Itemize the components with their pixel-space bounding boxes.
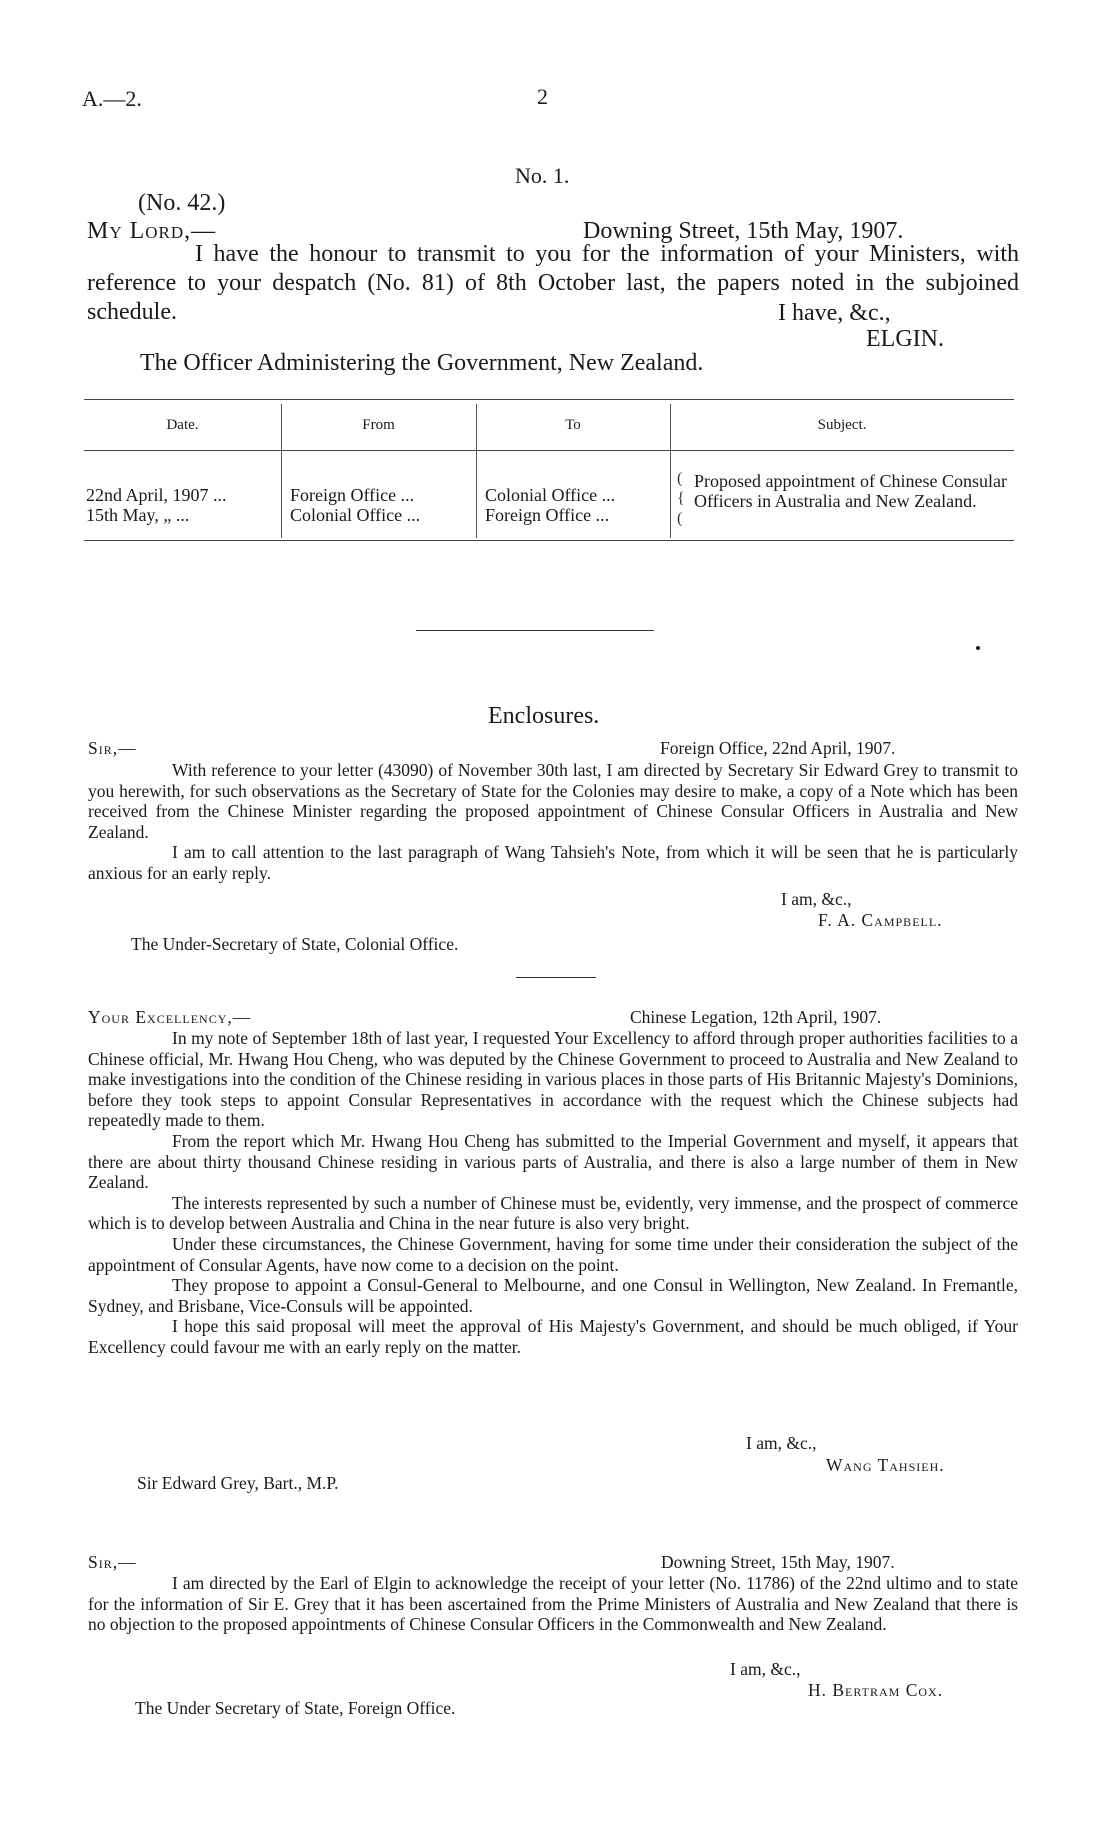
letter3-signature: H. Bertram Cox. [808,1680,944,1700]
despatch-dateline: Downing Street, 15th May, 1907. [583,218,904,244]
despatch-body: I have the honour to transmit to you for the information of your Ministers, with reference to your despatch (No. 81) of 8th October last, the papers noted in the subjoined schedule. [87,241,1019,325]
paragraph: I am to call attention to the last paragraph of Wang Tahsieh's Note, from which it will be seen that he is particularly anxious for an early reply. [88,842,1018,883]
letter3-addressee: The Under Secretary of State, Foreign Office. [135,1698,456,1718]
letter1-salutation: Sir,— [88,738,137,758]
column-header-to: To [565,417,581,433]
enclosures-heading: Enclosures. [488,703,600,729]
letter1-addressee: The Under-Secretary of State, Colonial Office. [131,934,459,954]
table-bottom-rule [84,540,1014,541]
despatch-signature: ELGIN. [866,326,944,352]
table-top-rule [84,399,1014,400]
page-number: 2 [537,84,548,109]
letter3-dateline: Downing Street, 15th May, 1907. [661,1552,895,1572]
table-header-rule [84,450,1014,451]
document-title: No. 1. [515,163,570,188]
row-to: Foreign Office ... [485,505,610,525]
letter2-addressee: Sir Edward Grey, Bart., M.P. [137,1473,339,1493]
paragraph: I am directed by the Earl of Elgin to acknowledge the receipt of your letter (No. 11786) of the 22nd ultimo and to state for the information of Sir E. Grey that it has been ascertained from the Prime Ministers of Australia and New Zealand that there is no objection to the proposed appointments of Chinese Consular Officers in the Commonwealth and New Zealand. [88,1573,1018,1635]
letter3-salutation: Sir,— [88,1552,137,1572]
row-from: Colonial Office ... [290,505,421,525]
letter1-closing: I am, &c., [781,889,852,909]
column-header-date: Date. [166,417,199,433]
letter2-salutation: Your Excellency,— [88,1007,252,1027]
letter2-closing: I am, &c., [746,1433,817,1453]
document-reference: A.—2. [82,86,142,111]
paragraph: I hope this said proposal will meet the approval of His Majesty's Government, and should be much obliged, if Your Excellency could favour me with an early reply on the matter. [88,1316,1018,1357]
section-divider [416,630,654,631]
letter1-dateline: Foreign Office, 22nd April, 1907. [660,738,896,758]
schedule-table [84,399,1014,544]
despatch-salutation: My Lord,— [87,218,217,244]
letter2-dateline: Chinese Legation, 12th April, 1907. [630,1007,882,1027]
paragraph: They propose to appoint a Consul-General to Melbourne, and one Consul in Wellington, New Zealand. In Fremantle, Sydney, and Brisbane, Vice-Consuls will be appointed. [88,1275,1018,1316]
paragraph: The interests represented by such a number of Chinese must be, evidently, very immense, and the prospect of commerce which is to develop between Australia and China in the near future is also very bright. [88,1192,1018,1234]
stray-mark [976,646,980,650]
letter1-signature: F. A. Campbell. [818,910,943,930]
row-date: 15th May, „ ... [86,505,190,525]
row-from: Foreign Office ... [290,485,415,505]
row-subject: Proposed appointment of Chinese Consular Officers in Australia and New Zealand. [694,471,1007,511]
letter2-body [88,1028,1018,1358]
despatch-closing: I have, &c., [778,300,891,326]
letter3-closing: I am, &c., [730,1659,801,1679]
paragraph: In my note of September 18th of last year, I requested Your Excellency to afford through proper authorities facilities to a Chinese official, Mr. Hwang Hou Cheng, who was deputed by the Chinese Government to proceed to Australia and New Zealand to make investigations into the condition of the Chinese residing in various places in those parts of His Britannic Majesty's Dominions, before they took steps to appoint Consular Representatives in accordance with the request which the Chinese subjects had repeatedly made to them. [88,1028,1018,1131]
letter2-signature: Wang Tahsieh. [826,1455,945,1475]
subject-brace: ( { ( [677,470,685,527]
column-header-subject: Subject. [817,417,867,433]
letter3-body [88,1573,1018,1635]
paragraph: Under these circumstances, the Chinese Government, having for some time under their consideration the subject of the appointment of Consular Agents, have now come to a decision on the point. [88,1233,1018,1275]
despatch-addressee: The Officer Administering the Government, New Zealand. [140,350,704,376]
letter1-body [88,760,1018,884]
paragraph: With reference to your letter (43090) of November 30th last, I am directed by Secretary Sir Edward Grey to transmit to you herewith, for such observations as the Secretary of State for the Colonies may desire to make, a copy of a Note which has been received from the Chinese Minister regarding the proposed appointment of Chinese Consular Officers in Australia and New Zealand. [88,760,1018,842]
letter-divider [516,977,596,978]
row-to: Colonial Office ... [485,485,616,505]
paragraph: From the report which Mr. Hwang Hou Cheng has submitted to the Imperial Government and myself, it appears that there are about thirty thousand Chinese residing in various parts of Australia, and there is also a large number of them in New Zealand. [88,1130,1018,1193]
despatch-number: (No. 42.) [138,190,226,216]
column-header-from: From [362,417,395,433]
row-date: 22nd April, 1907 ... [86,485,227,505]
